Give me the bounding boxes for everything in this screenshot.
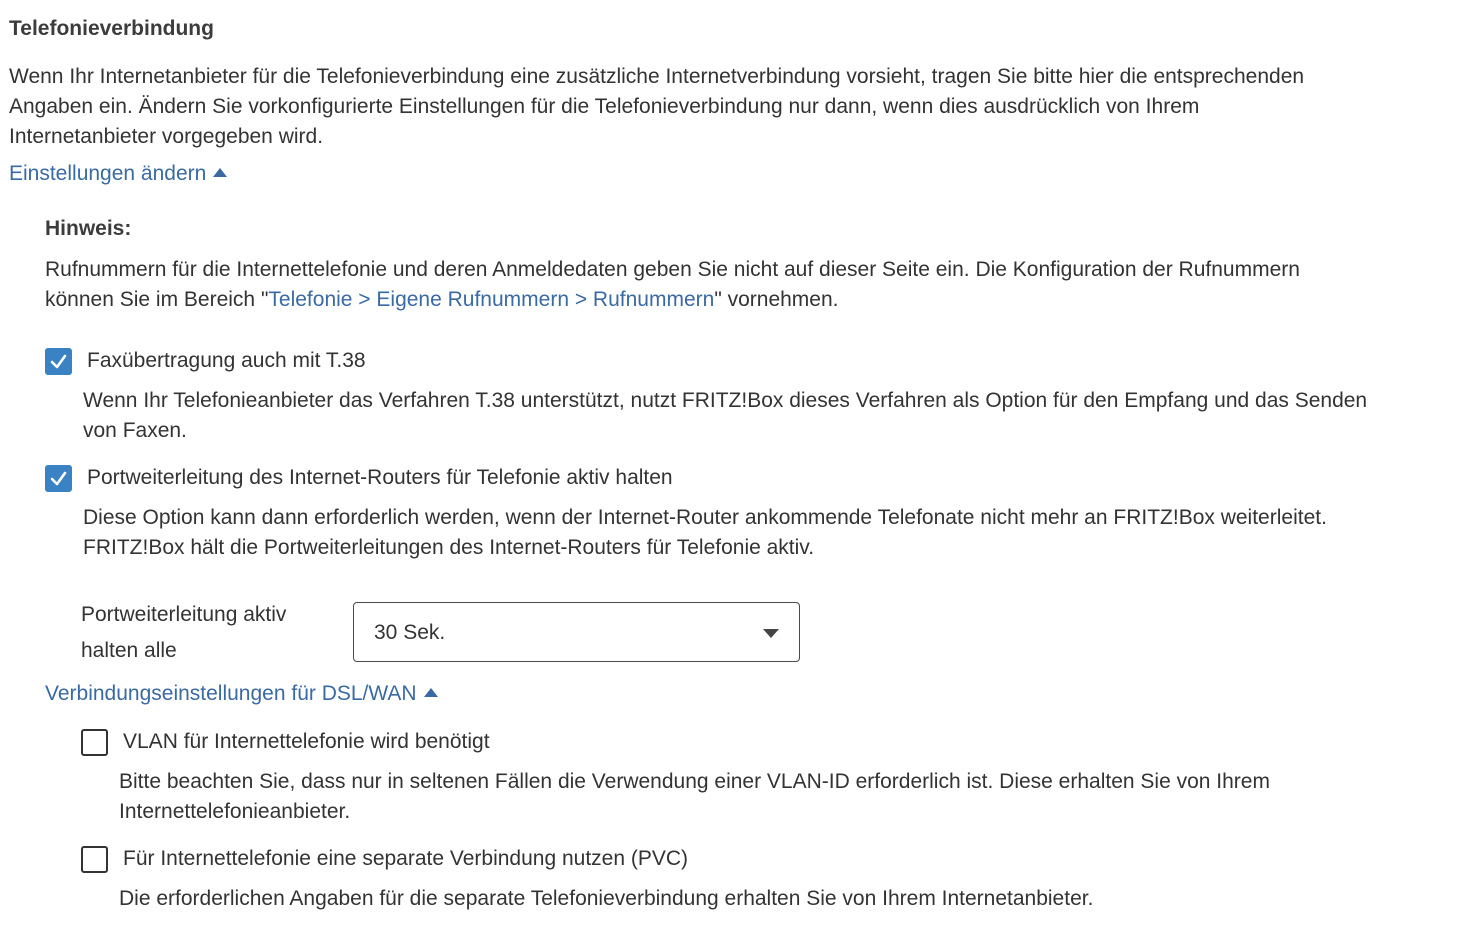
phone-numbers-link[interactable]: Telefonie > Eigene Rufnummern > Rufnummern xyxy=(268,288,715,311)
checkmark-icon xyxy=(49,352,68,371)
settings-toggle-label: Einstellungen ändern xyxy=(9,162,207,185)
desc-line: Die erforderlichen Angaben für die separate Telefonieverbindung erhalten Sie von Ihrem Internetanbieter. xyxy=(119,887,1094,910)
settings-toggle-link[interactable] xyxy=(9,162,227,186)
port-forwarding-description xyxy=(83,503,1327,563)
chevron-up-icon xyxy=(213,168,227,177)
pvc-label[interactable]: Für Internettelefonie eine separate Verbindung nutzen (PVC) xyxy=(123,847,689,870)
interval-select[interactable] xyxy=(353,602,800,662)
hint-line xyxy=(45,285,1300,315)
checkmark-icon xyxy=(49,469,68,488)
section-title: Telefonieverbindung xyxy=(9,17,214,40)
intro-line: Wenn Ihr Internetanbieter für die Telefonieverbindung eine zusätzliche Internetverbindung vorsieht, tragen Sie bitte hier die entsprechenden xyxy=(9,65,1305,88)
interval-label xyxy=(81,597,286,669)
desc-line: Wenn Ihr Telefonieanbieter das Verfahren T.38 unterstützt, nutzt FRITZ!Box dieses Verfahren als Option für den Empfang und das Senden xyxy=(83,389,1368,412)
fax-t38-description xyxy=(83,386,1367,446)
desc-line: Internettelefonieanbieter. xyxy=(119,800,351,823)
interval-label-line: Portweiterleitung aktiv xyxy=(81,603,287,626)
desc-line: Bitte beachten Sie, dass nur in seltenen Fällen die Verwendung einer VLAN-ID erforderlich ist. Diese erhalten Sie von Ihrem xyxy=(119,770,1270,793)
caret-down-icon xyxy=(763,629,779,638)
vlan-description xyxy=(119,767,1270,827)
interval-select-value: 30 Sek. xyxy=(374,621,446,644)
desc-line: FRITZ!Box hält die Portweiterleitungen des Internet-Routers für Telefonie aktiv. xyxy=(83,536,815,559)
fax-t38-label[interactable]: Faxübertragung auch mit T.38 xyxy=(87,349,366,372)
port-forwarding-label[interactable]: Portweiterleitung des Internet-Routers für Telefonie aktiv halten xyxy=(87,466,673,489)
dsl-wan-toggle-link[interactable] xyxy=(45,682,438,706)
intro-line: Internetanbieter vorgegeben wird. xyxy=(9,125,324,148)
hint-text xyxy=(45,255,1300,315)
vlan-label[interactable]: VLAN für Internettelefonie wird benötigt xyxy=(123,730,490,753)
desc-line: von Faxen. xyxy=(83,419,187,442)
vlan-checkbox[interactable] xyxy=(81,729,108,756)
hint-line: Rufnummern für die Internettelefonie und deren Anmeldedaten geben Sie nicht auf dieser Seite ein. Die Konfiguration der Rufnummern xyxy=(45,258,1300,281)
chevron-up-icon xyxy=(424,688,438,697)
fax-t38-checkbox[interactable] xyxy=(45,348,72,375)
interval-label-line: halten alle xyxy=(81,639,177,662)
intro-text xyxy=(9,62,1304,152)
desc-line: Diese Option kann dann erforderlich werden, wenn der Internet-Router ankommende Telefonate nicht mehr an FRITZ!Box weiterleitet. xyxy=(83,506,1327,529)
pvc-checkbox[interactable] xyxy=(81,846,108,873)
dsl-wan-toggle-label: Verbindungseinstellungen für DSL/WAN xyxy=(45,682,417,705)
port-forwarding-checkbox[interactable] xyxy=(45,465,72,492)
pvc-description xyxy=(119,884,1093,914)
intro-line: Angaben ein. Ändern Sie vorkonfigurierte Einstellungen für die Telefonieverbindung nur dann, wenn dies ausdrücklich von Ihrem xyxy=(9,95,1200,118)
hint-title: Hinweis: xyxy=(45,217,132,240)
hint-line-post: " vornehmen. xyxy=(714,288,839,311)
hint-line-pre: können Sie im Bereich " xyxy=(45,288,269,311)
